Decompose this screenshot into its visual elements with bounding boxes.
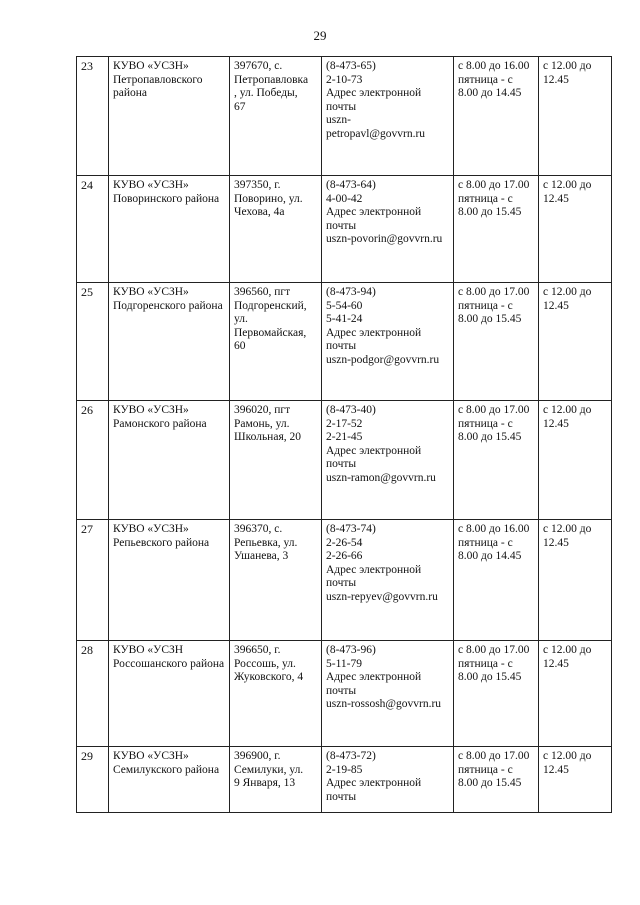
contacts-cell: [322, 520, 454, 641]
email-address: petropavl@govvrn.ru: [326, 127, 426, 140]
row-number-cell: 23: [77, 57, 109, 176]
contact-line: uszn-: [326, 114, 351, 126]
address-line: Жуковского, 4: [234, 671, 304, 683]
address-line: , ул. Победы,: [234, 87, 298, 99]
contacts-cell: [322, 57, 454, 176]
address-line: ул.: [234, 313, 248, 325]
contact-line: (8-473-64): [326, 179, 376, 191]
working-hours-cell: с 8.00 до 17.00 пятница - с 8.00 до 15.45: [454, 747, 539, 813]
contact-line: (8-473-96): [326, 644, 376, 656]
contacts-cell: [322, 747, 454, 813]
address-line: 396560, пгт: [234, 286, 291, 298]
address-line: Подгоренский,: [234, 299, 307, 312]
lunch-break-cell: с 12.00 до 12.45: [539, 283, 612, 401]
address-line: 396020, пгт: [234, 404, 291, 416]
contact-line: 2-19-85: [326, 763, 363, 776]
contact-line: 2-26-54: [326, 536, 363, 549]
contact-line: Адрес электронной: [326, 563, 422, 576]
email-address: uszn-ramon@govvrn.ru: [326, 471, 436, 484]
row-number-cell: 25: [77, 283, 109, 401]
address-line: Чехова, 4а: [234, 206, 285, 218]
table-row: [77, 57, 612, 176]
address-cell: [230, 283, 322, 401]
address-line: Россошь, ул.: [234, 657, 296, 670]
table-row: [77, 641, 612, 747]
working-hours-cell: с 8.00 до 17.00 пятница - с 8.00 до 15.45: [454, 176, 539, 283]
table-row: [77, 283, 612, 401]
table-row: [77, 747, 612, 813]
address-line: Ушанева, 3: [234, 550, 289, 562]
contact-line: (8-473-74): [326, 523, 376, 535]
table-body: [77, 57, 612, 813]
contact-line: 5-41-24: [326, 313, 363, 325]
email-address: uszn-rossosh@govvrn.ru: [326, 698, 442, 710]
working-hours-cell: с 8.00 до 17.00 пятница - с 8.00 до 15.45: [454, 283, 539, 401]
row-number-cell: 29: [77, 747, 109, 813]
contact-line: 2-21-45: [326, 431, 363, 443]
contact-line: Адрес электронной: [326, 777, 422, 789]
address-line: Репьевка, ул.: [234, 536, 298, 549]
contact-line: почты: [326, 100, 357, 113]
table-row: [77, 176, 612, 283]
contact-line: 2-26-66: [326, 550, 363, 562]
contact-line: Адрес электронной: [326, 87, 422, 99]
address-line: 396900, г.: [234, 750, 281, 762]
contact-line: почты: [326, 577, 357, 589]
address-line: Семилуки, ул.: [234, 763, 304, 776]
lunch-break-cell: с 12.00 до 12.45: [539, 176, 612, 283]
address-cell: [230, 401, 322, 520]
address-line: 396370, с.: [234, 523, 283, 535]
email-address: uszn-repyev@govvrn.ru: [326, 590, 438, 603]
address-line: 397350, г.: [234, 179, 281, 191]
office-schedule-table: [76, 56, 612, 813]
organization-cell: КУВО «УСЗН» Подгоренского района: [109, 283, 230, 401]
address-line: 60: [234, 340, 246, 352]
lunch-break-cell: с 12.00 до 12.45: [539, 57, 612, 176]
organization-cell: КУВО «УСЗН» Поворинского района: [109, 176, 230, 283]
contact-line: Адрес электронной: [326, 444, 422, 457]
contacts-cell: [322, 641, 454, 747]
contact-line: почты: [326, 684, 357, 697]
address-line: 396650, г.: [234, 644, 281, 656]
contact-line: 4-00-42: [326, 192, 363, 205]
table-row: [77, 520, 612, 641]
page-number: 29: [313, 28, 327, 43]
contacts-cell: [322, 283, 454, 401]
contact-line: (8-473-40): [326, 404, 376, 416]
contact-line: (8-473-94): [326, 286, 376, 298]
contact-line: почты: [326, 219, 357, 232]
email-address: uszn-povorin@govvrn.ru: [326, 233, 443, 245]
working-hours-cell: с 8.00 до 16.00 пятница - с 8.00 до 14.45: [454, 57, 539, 176]
address-line: Поворино, ул.: [234, 192, 303, 205]
organization-cell: КУВО «УСЗН» Рамонского района: [109, 401, 230, 520]
address-line: Петропавловка: [234, 73, 309, 86]
table-row: [77, 401, 612, 520]
address-line: 9 Января, 13: [234, 777, 296, 789]
organization-cell: КУВО «УСЗН» Петропавловского района: [109, 57, 230, 176]
contact-line: 2-10-73: [326, 73, 363, 86]
lunch-break-cell: с 12.00 до 12.45: [539, 747, 612, 813]
row-number-cell: 27: [77, 520, 109, 641]
address-cell: [230, 747, 322, 813]
contact-line: почты: [326, 790, 357, 803]
contact-line: 2-17-52: [326, 417, 363, 430]
address-cell: [230, 520, 322, 641]
contact-line: Адрес электронной: [326, 206, 422, 218]
address-line: 397670, с.: [234, 60, 283, 72]
working-hours-cell: с 8.00 до 16.00 пятница - с 8.00 до 14.45: [454, 520, 539, 641]
email-address: uszn-podgor@govvrn.ru: [326, 353, 440, 366]
contact-line: (8-473-72): [326, 750, 376, 762]
address-line: Школьная, 20: [234, 431, 301, 443]
address-cell: [230, 57, 322, 176]
row-number-cell: 24: [77, 176, 109, 283]
contact-line: Адрес электронной: [326, 326, 422, 339]
address-line: Первомайская,: [234, 326, 307, 339]
row-number-cell: 28: [77, 641, 109, 747]
contact-line: почты: [326, 458, 357, 470]
contact-line: (8-473-65): [326, 60, 376, 72]
contacts-cell: [322, 176, 454, 283]
contacts-cell: [322, 401, 454, 520]
organization-cell: КУВО «УСЗН Россошанского района: [109, 641, 230, 747]
contact-line: 5-11-79: [326, 657, 362, 670]
row-number-cell: 26: [77, 401, 109, 520]
organization-cell: КУВО «УСЗН» Семилукского района: [109, 747, 230, 813]
lunch-break-cell: с 12.00 до 12.45: [539, 401, 612, 520]
lunch-break-cell: с 12.00 до 12.45: [539, 641, 612, 747]
contact-line: почты: [326, 340, 357, 352]
working-hours-cell: с 8.00 до 17.00 пятница - с 8.00 до 15.45: [454, 641, 539, 747]
working-hours-cell: с 8.00 до 17.00 пятница - с 8.00 до 15.45: [454, 401, 539, 520]
address-cell: [230, 641, 322, 747]
address-line: 67: [234, 100, 246, 113]
organization-cell: КУВО «УСЗН» Репьевского района: [109, 520, 230, 641]
lunch-break-cell: с 12.00 до 12.45: [539, 520, 612, 641]
contact-line: Адрес электронной: [326, 671, 422, 683]
contact-line: 5-54-60: [326, 299, 363, 312]
address-line: Рамонь, ул.: [234, 417, 290, 430]
address-cell: [230, 176, 322, 283]
